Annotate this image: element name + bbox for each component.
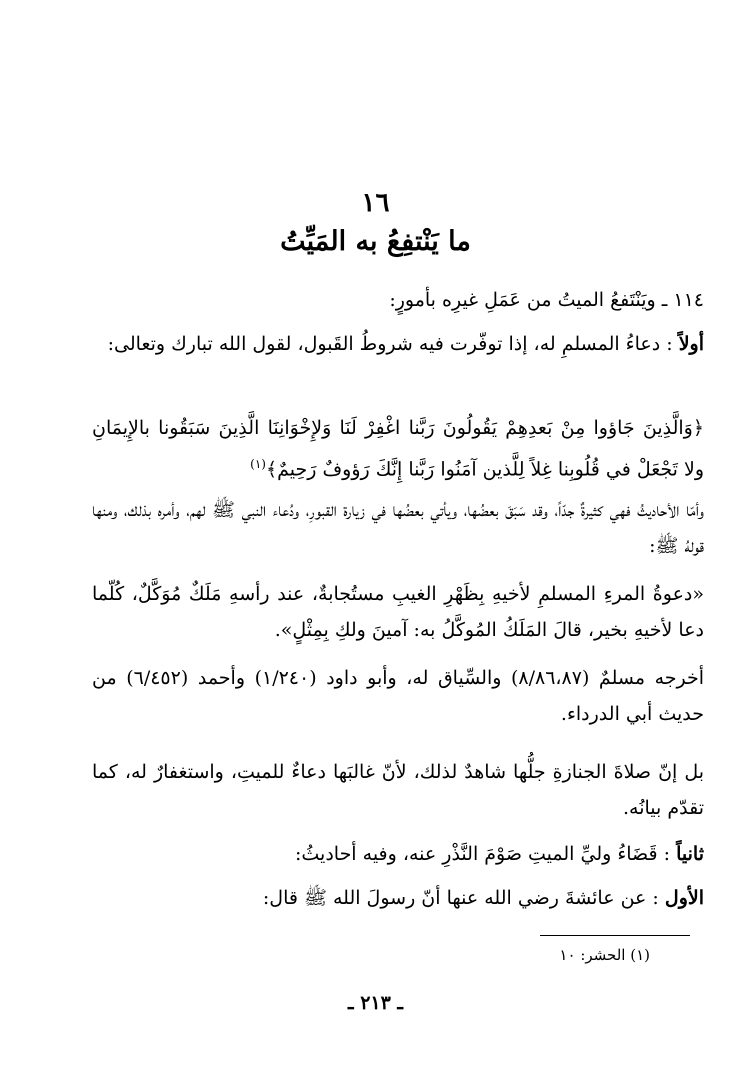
hadith-text: «دعوةُ المرءِ المسلمِ لأخيهِ بِظَهْرِ الغيبِ مستُجابةٌ، عند رأسهِ مَلَكٌ مُوَكَّلٌ، كُلّما دعا لأخيهِ بخير، قالَ المَلَكُ المُوكَّلُ به: آمينَ ولكِ بِمِثْلٍ». — [92, 583, 704, 641]
awwal-text: : عن عائشةَ رضي الله عنها أنّ رسولَ الله ﷺ قال: — [262, 887, 659, 909]
first-label: أولاً — [678, 333, 704, 355]
chapter-number: ١٦ — [361, 188, 390, 218]
verse-footnote-ref: (١) — [250, 457, 266, 471]
paragraph-114-text: ١١٤ ـ ويَنْتَفعُ الميتُ من عَمَلِ غيرِه بأمورٍ: — [389, 289, 704, 311]
janazah-text: بل إنّ صلاةَ الجنازةِ جلُّها شاهدٌ لذلك، لأنّ غالبَها دعاءٌ للميتِ، واستغفارٌ له، كما تقدّم بيانُه. — [92, 761, 704, 819]
first-text: : دعاءُ المسلمِ له، إذا توفّرت فيه شروطُ القَبول، لقول الله تبارك وتعالى: — [107, 333, 673, 355]
page-number: ـ ٢١٣ ـ — [348, 992, 403, 1014]
paragraph-114 — [92, 282, 704, 318]
hadith-quote — [92, 576, 704, 648]
chapter-title: ما يَنْتفِعُ به المَيِّتُ — [280, 226, 471, 257]
quran-verse — [92, 410, 704, 487]
footnote-divider — [540, 935, 690, 936]
paragraph-first — [92, 326, 704, 362]
paragraph-janazah — [92, 754, 704, 826]
footnote: (١) الحشر: ١٠ — [559, 946, 650, 964]
second-label: ثانياً — [676, 843, 704, 865]
takhrij-text: أخرجه مسلمٌ (٨/٨٦،٨٧) والسِّياق له، وأبو داود (١/٢٤٠) وأحمد (٦/٤٥٢) من حديث أبي الدرداء. — [92, 667, 705, 725]
second-text: : قَضَاءُ وليِّ الميتِ صَوْمَ النَّذْرِ عنه، وفيه أحاديثُ: — [294, 843, 671, 865]
verse-text: ﴿وَالَّذِينَ جَاؤوا مِنْ بَعدِهِمْ يَقُولُونَ رَبَّنا اغْفِرْ لَنَا وَلإِخْوَانِنَا الَّذِينَ سَبَقُونا بالإِيمَانِ ولا تَجْعَلْ في قُلُوبِنا غِلاً لِلَّذين آمَنُوا رَبَّنا إِنَّكَ رَؤوفٌ رَحِيمٌ﴾ — [92, 417, 704, 481]
awwal-label: الأول — [664, 887, 704, 909]
paragraph-awwal — [92, 880, 704, 916]
paragraph-second — [92, 836, 704, 872]
paragraph-ahadith — [92, 492, 704, 564]
ahadith-text: وأمّا الأحاديثُ فهي كثيرةٌ جدّاً، وقد سَبَقَ بعضُها، ويأتي بعضُها في زيارة القبورِ، ودُعاء النبي ﷺ لهم، وأمره بذلك، ومنها قولهُ ﷺ: — [92, 499, 704, 557]
paragraph-takhrij — [92, 660, 704, 732]
